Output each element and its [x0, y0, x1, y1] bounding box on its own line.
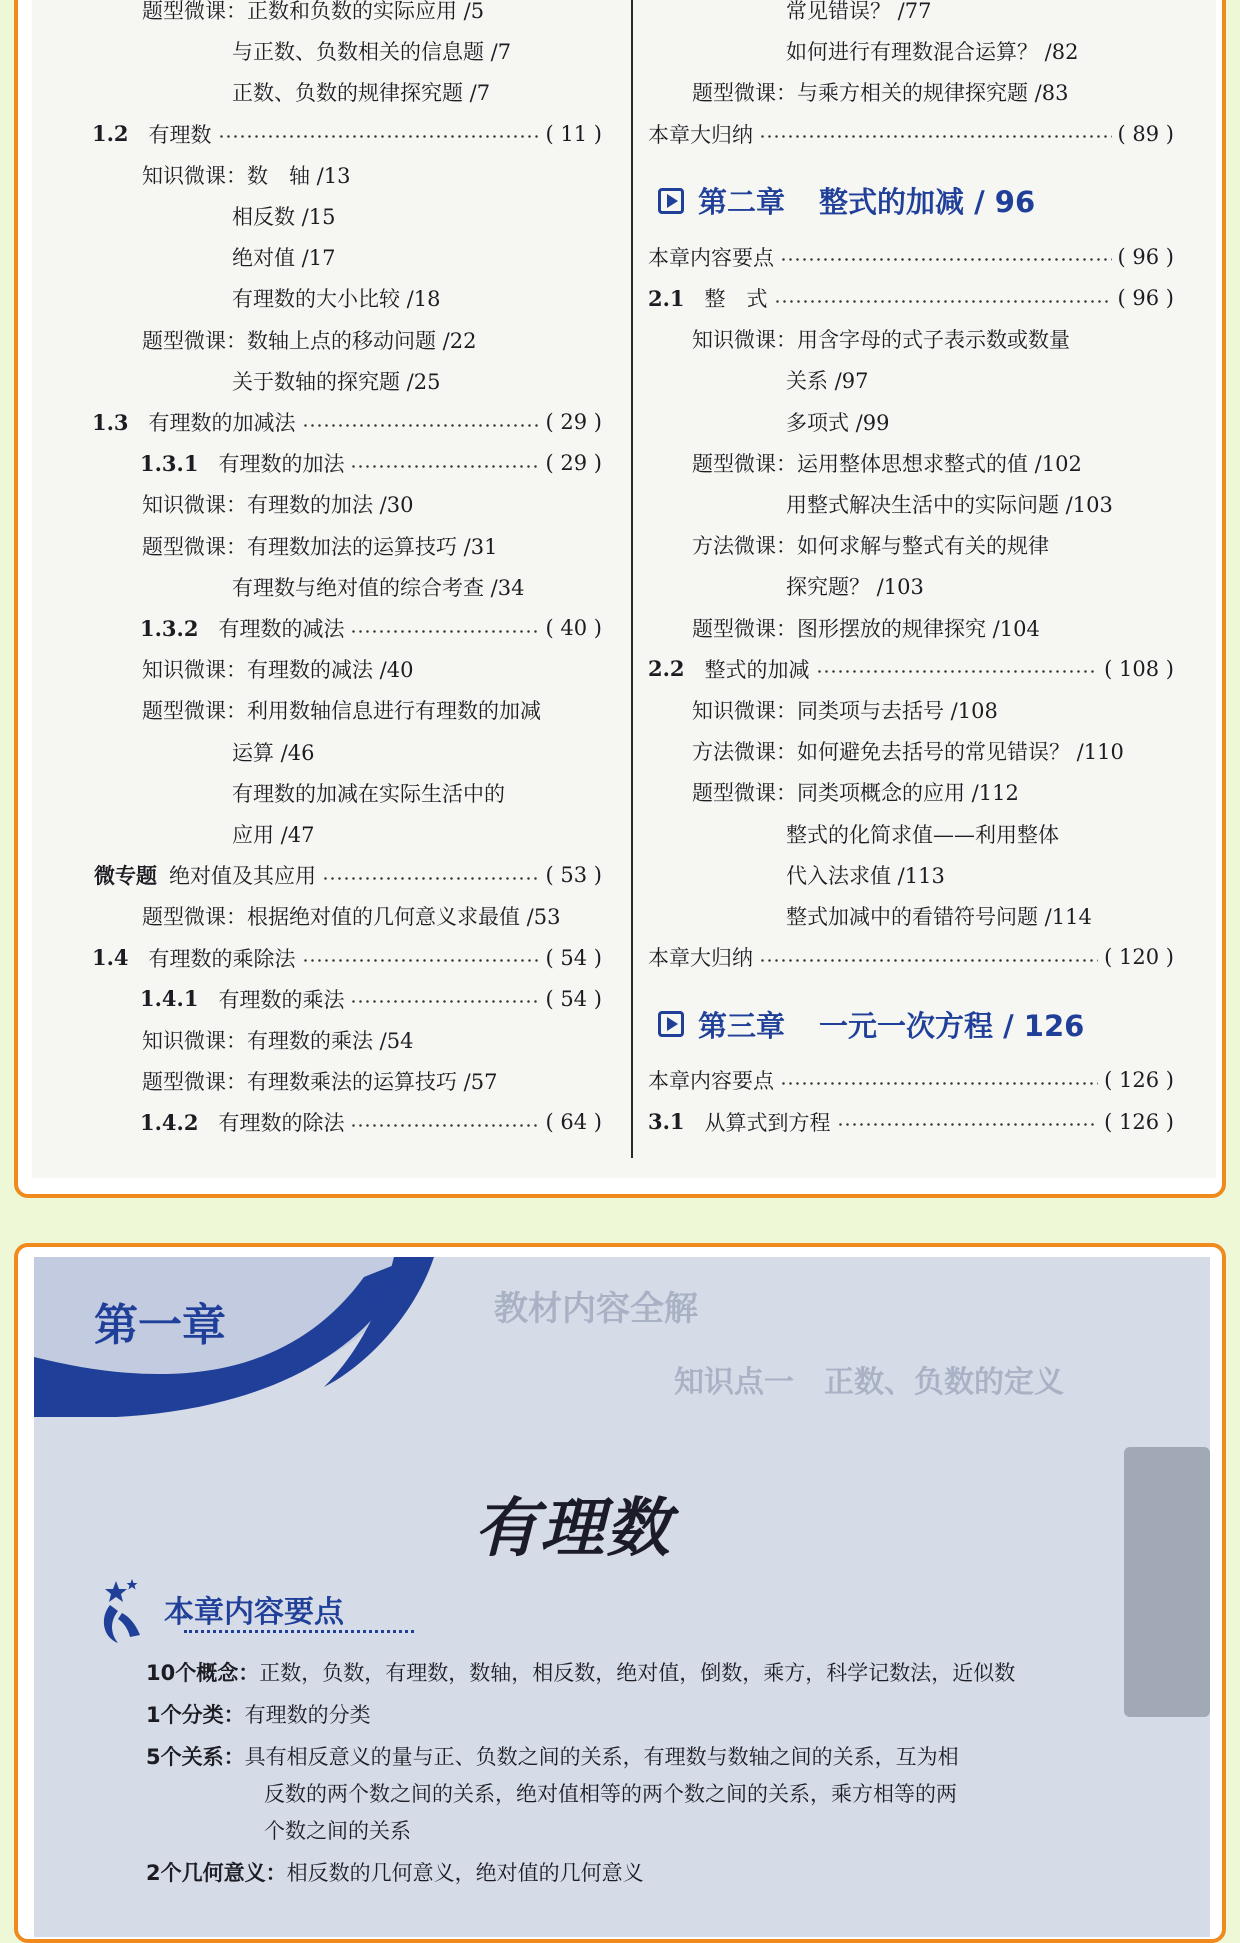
entry-label: 与正数、负数相关的信息题 /7: [232, 40, 512, 65]
heading-underline: [184, 1630, 414, 1633]
toc-entry[interactable]: [32, 649, 632, 689]
page-number: ( 120 ): [1104, 945, 1174, 970]
toc-entry-continued[interactable]: [642, 402, 1216, 442]
toc-special-topic[interactable]: [32, 855, 632, 895]
entry-label: 知识微课：用含字母的式子表示数或数量: [692, 328, 1070, 353]
entry-label: 题型微课：图形摆放的规律探究 /104: [692, 616, 1040, 641]
section-number: 2.2: [648, 656, 685, 682]
entry-label: 本章内容要点: [648, 1069, 774, 1094]
dot-leader: [350, 465, 539, 468]
toc-entry-continued[interactable]: [642, 855, 1216, 895]
entry-label: 本章内容要点: [648, 245, 774, 270]
toc-summary[interactable]: [642, 237, 1216, 277]
key-point-text: 有理数的分类: [244, 1703, 371, 1727]
section-number: 1.3.1: [140, 450, 199, 476]
entry-label: 本章大归纳: [648, 122, 753, 147]
toc-entry[interactable]: [642, 443, 1216, 483]
entry-label: 运算 /46: [232, 740, 315, 765]
dot-leader: [759, 959, 1098, 962]
toc-entry[interactable]: [32, 155, 632, 195]
toc-entry-continued[interactable]: [32, 72, 632, 112]
dot-leader: [780, 258, 1112, 261]
toc-entry-continued[interactable]: [32, 732, 632, 772]
dot-leader: [837, 1123, 1099, 1126]
chapter-label: 第一章: [94, 1300, 226, 1351]
key-point-text: 正数，负数，有理数，数轴，相反数，绝对值，倒数，乘方，科学记数法，近似数: [259, 1661, 1016, 1685]
key-point-text: 相反数的几何意义，绝对值的几何意义: [286, 1861, 644, 1885]
section-number: 1.3: [92, 409, 129, 435]
entry-label: 题型微课：有理数乘法的运算技巧 /57: [142, 1070, 498, 1095]
key-point: [146, 1655, 1126, 1692]
entry-label: 有理数与绝对值的综合考查 /34: [232, 575, 525, 600]
toc-entry[interactable]: [642, 690, 1216, 730]
toc-entry-continued[interactable]: [642, 360, 1216, 400]
key-point-text-continued: 个数之间的关系: [264, 1819, 411, 1843]
dot-leader: [816, 670, 1099, 673]
toc-subsection[interactable]: [32, 443, 632, 483]
entry-label: 如何进行有理数混合运算？ /82: [786, 40, 1079, 65]
toc-section[interactable]: [32, 938, 632, 978]
entry-label: 知识微课：数 轴 /13: [142, 163, 351, 188]
entry-label: 题型微课：有理数加法的运算技巧 /31: [142, 534, 498, 559]
key-point: [146, 1739, 1126, 1850]
entry-label: 知识微课：有理数的加法 /30: [142, 493, 414, 518]
entry-label: 有理数的大小比较 /18: [232, 287, 441, 312]
entry-label: 题型微课：运用整体思想求整式的值 /102: [692, 451, 1082, 476]
toc-subsection[interactable]: [32, 608, 632, 648]
toc-entry[interactable]: [32, 0, 632, 30]
entry-label: 本章大归纳: [648, 946, 753, 971]
toc-subsection[interactable]: [32, 1102, 632, 1142]
toc-entry[interactable]: [32, 690, 632, 730]
entry-label: 整式的化简求值——利用整体: [786, 822, 1059, 847]
entry-label: 正数、负数的规律探究题 /7: [232, 81, 491, 106]
toc-entry[interactable]: [642, 772, 1216, 812]
toc-entry[interactable]: [32, 526, 632, 566]
toc-entry-continued[interactable]: [32, 278, 632, 318]
page-number: ( 54 ): [545, 945, 602, 970]
page-number: ( 126 ): [1104, 1109, 1174, 1134]
toc-entry[interactable]: [32, 1061, 632, 1101]
play-icon: [658, 188, 684, 214]
toc-section[interactable]: [642, 649, 1216, 689]
section-number: 1.2: [92, 121, 129, 147]
key-point: [146, 1855, 1126, 1892]
chapter-name: 一元一次方程 / 126: [819, 1008, 1085, 1043]
page-shadow: [1124, 1447, 1210, 1717]
entry-label: 有理数: [148, 122, 212, 147]
toc-entry-continued[interactable]: [32, 361, 632, 401]
page-number: ( 29 ): [545, 451, 602, 476]
page-number: ( 96 ): [1117, 286, 1174, 310]
dot-leader: [350, 630, 539, 633]
entry-label: 绝对值及其应用: [169, 864, 316, 889]
entry-label: 题型微课：正数和负数的实际应用 /5: [142, 0, 485, 23]
entry-label: 相反数 /15: [232, 205, 336, 229]
entry-label: 有理数的乘法: [218, 987, 345, 1012]
chapter-number: 第二章: [698, 185, 786, 220]
page-number: ( 40 ): [545, 616, 602, 640]
dot-leader: [774, 300, 1112, 303]
entry-label: 绝对值 /17: [232, 246, 336, 271]
entry-label: 有理数的加减法: [148, 411, 296, 435]
page-number: ( 54 ): [545, 986, 602, 1011]
toc-card: [14, 0, 1226, 1198]
page-number: ( 53 ): [545, 863, 602, 888]
toc-section[interactable]: [642, 1102, 1216, 1142]
section-number: 1.3.2: [140, 615, 199, 641]
key-point-text-continued: 反数的两个数之间的关系，绝对值相等的两个数之间的关系，乘方相等的两: [264, 1782, 957, 1806]
dot-leader: [350, 1000, 539, 1003]
ghost-header: 教材内容全解: [494, 1289, 698, 1329]
chapter-title: 有理数: [474, 1492, 672, 1566]
toc-summary[interactable]: [642, 937, 1216, 977]
toc-page: [32, 0, 1216, 1178]
toc-chapter-heading[interactable]: [658, 1000, 1084, 1048]
key-point-label: 10个概念：: [146, 1661, 260, 1685]
dot-leader: [302, 424, 540, 427]
key-points-heading: 本章内容要点: [164, 1595, 344, 1630]
entry-label: 知识微课：有理数的乘法 /54: [142, 1029, 414, 1053]
chapter-number: 第三章: [698, 1008, 786, 1043]
key-point-label: 5个关系：: [146, 1745, 245, 1769]
section-number: 3.1: [648, 1109, 685, 1135]
toc-entry-continued[interactable]: [642, 31, 1216, 71]
toc-section[interactable]: [32, 114, 632, 154]
chapter-page: [34, 1257, 1210, 1937]
entry-label: 有理数的减法: [218, 617, 345, 641]
toc-subsection[interactable]: [32, 979, 632, 1019]
section-number: 1.4.1: [140, 986, 199, 1012]
entry-label: 有理数的除法: [218, 1111, 345, 1136]
page-number: ( 64 ): [545, 1110, 602, 1135]
toc-entry-continued[interactable]: [642, 814, 1216, 854]
entry-label: 知识微课：有理数的减法 /40: [142, 658, 414, 683]
toc-entry[interactable]: [32, 320, 632, 360]
key-point-text: 具有相反意义的量与正、负数之间的关系，有理数与数轴之间的关系，互为相: [244, 1745, 959, 1769]
star-person-icon: [96, 1577, 166, 1647]
section-number: 微专题: [94, 864, 157, 889]
toc-entry-continued[interactable]: [32, 31, 632, 71]
entry-label: 有理数的加减在实际生活中的: [232, 781, 505, 806]
key-point: [146, 1697, 1126, 1734]
dot-leader: [350, 1124, 539, 1127]
toc-summary[interactable]: [642, 1060, 1216, 1100]
entry-label: 探究题？ /103: [786, 575, 924, 600]
entry-label: 有理数的加法: [218, 452, 345, 477]
dot-leader: [218, 135, 540, 138]
chapter-name: 整式的加减 / 96: [819, 185, 1036, 220]
toc-entry[interactable]: [642, 608, 1216, 648]
entry-label: 方法微课：如何求解与整式有关的规律: [692, 534, 1049, 559]
toc-section[interactable]: [32, 402, 632, 442]
toc-entry-continued[interactable]: [642, 566, 1216, 606]
toc-entry[interactable]: [32, 896, 632, 936]
entry-label: 整式的加减: [704, 657, 810, 682]
entry-label: 方法微课：如何避免去括号的常见错误？ /110: [692, 740, 1124, 765]
entry-label: 整 式: [704, 287, 768, 311]
page-number: ( 126 ): [1104, 1068, 1174, 1093]
entry-label: 应用 /47: [232, 823, 315, 847]
dot-leader: [302, 959, 540, 962]
entry-label: 题型微课：数轴上点的移动问题 /22: [142, 328, 477, 353]
key-point-label: 2个几何意义：: [146, 1861, 287, 1885]
toc-section[interactable]: [642, 278, 1216, 318]
toc-entry-continued[interactable]: [642, 484, 1216, 524]
key-point-label: 1个分类：: [146, 1703, 245, 1727]
entry-label: 关系 /97: [786, 369, 869, 394]
ghost-subheading: 知识点一 正数、负数的定义: [674, 1365, 1064, 1400]
entry-label: 题型微课：同类项概念的应用 /112: [692, 781, 1019, 806]
section-number: 1.4: [92, 945, 129, 971]
page-number: ( 29 ): [545, 410, 602, 434]
entry-label: 题型微课：利用数轴信息进行有理数的加减: [142, 699, 541, 724]
toc-entry-continued[interactable]: [32, 773, 632, 813]
toc-entry[interactable]: [642, 731, 1216, 771]
section-number: 2.1: [648, 285, 685, 311]
toc-entry[interactable]: [32, 1020, 632, 1060]
toc-entry-continued[interactable]: [32, 196, 632, 236]
toc-entry-continued[interactable]: [32, 567, 632, 607]
entry-label: 多项式 /99: [786, 410, 890, 435]
toc-summary[interactable]: [642, 114, 1216, 154]
entry-label: 题型微课：根据绝对值的几何意义求最值 /53: [142, 905, 561, 930]
page-number: ( 108 ): [1104, 656, 1174, 681]
entry-label: 从算式到方程: [704, 1110, 831, 1135]
toc-entry-continued[interactable]: [32, 814, 632, 854]
entry-label: 代入法求值 /113: [786, 863, 945, 888]
dot-leader: [322, 877, 540, 880]
toc-entry[interactable]: [642, 319, 1216, 359]
toc-entry[interactable]: [642, 525, 1216, 565]
dot-leader: [759, 135, 1112, 138]
entry-label: 知识微课：同类项与去括号 /108: [692, 699, 998, 723]
toc-entry-continued[interactable]: [32, 237, 632, 277]
page-number: ( 96 ): [1117, 244, 1174, 269]
entry-label: 有理数的乘除法: [148, 946, 296, 971]
entry-label: 用整式解决生活中的实际问题 /103: [786, 493, 1113, 517]
toc-chapter-heading[interactable]: [658, 177, 1035, 225]
toc-entry[interactable]: [642, 72, 1216, 112]
chapter-card: [14, 1243, 1226, 1943]
dot-leader: [780, 1082, 1098, 1085]
page-number: ( 11 ): [545, 121, 602, 146]
entry-label: 常见错误？ /77: [786, 0, 932, 23]
play-icon: [658, 1011, 684, 1037]
entry-label: 整式加减中的看错符号问题 /114: [786, 905, 1092, 929]
section-number: 1.4.2: [140, 1109, 199, 1135]
entry-label: 题型微课：与乘方相关的规律探究题 /83: [692, 81, 1069, 106]
entry-label: 关于数轴的探究题 /25: [232, 369, 441, 394]
toc-entry[interactable]: [32, 484, 632, 524]
toc-entry-continued[interactable]: [642, 0, 1216, 30]
toc-entry-continued[interactable]: [642, 896, 1216, 936]
page-number: ( 89 ): [1117, 121, 1174, 146]
